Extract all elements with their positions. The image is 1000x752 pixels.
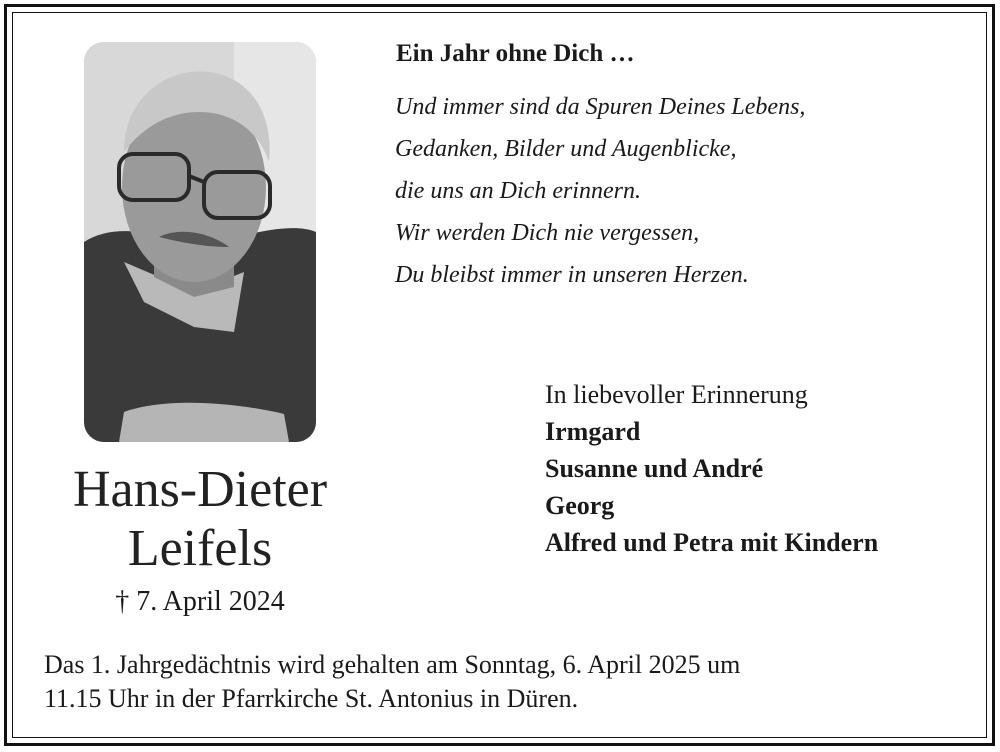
mourner-name: Susanne und André bbox=[545, 454, 764, 483]
portrait-photo bbox=[84, 42, 316, 442]
anniversary-notice bbox=[44, 648, 944, 716]
poem-line: Wir werden Dich nie vergessen, bbox=[395, 220, 700, 246]
death-date: † 7. April 2024 bbox=[115, 586, 285, 617]
poem bbox=[395, 86, 805, 296]
mourner-name: Irmgard bbox=[545, 417, 641, 446]
mourners-block bbox=[545, 376, 878, 561]
poem-line: Gedanken, Bilder und Augenblicke, bbox=[395, 136, 737, 162]
poem-line: Du bleibst immer in unseren Herzen. bbox=[395, 262, 749, 288]
mourners-intro: In liebevoller Erinnerung bbox=[545, 380, 808, 409]
mourner-name: Georg bbox=[545, 491, 615, 520]
notice-line: 11.15 Uhr in der Pfarrkirche St. Antonius in Düren. bbox=[44, 684, 579, 713]
mourner-name: Alfred und Petra mit Kindern bbox=[545, 528, 879, 557]
notice-line: Das 1. Jahrgedächtnis wird gehalten am Sonntag, 6. April 2025 um bbox=[44, 650, 741, 679]
poem-line: Und immer sind da Spuren Deines Lebens, bbox=[395, 94, 806, 120]
deceased-first-name: Hans-Dieter bbox=[72, 461, 328, 518]
poem-line: die uns an Dich erinnern. bbox=[395, 178, 641, 204]
poem-heading: Ein Jahr ohne Dich … bbox=[396, 40, 635, 67]
deceased-last-name: Leifels bbox=[127, 520, 273, 577]
